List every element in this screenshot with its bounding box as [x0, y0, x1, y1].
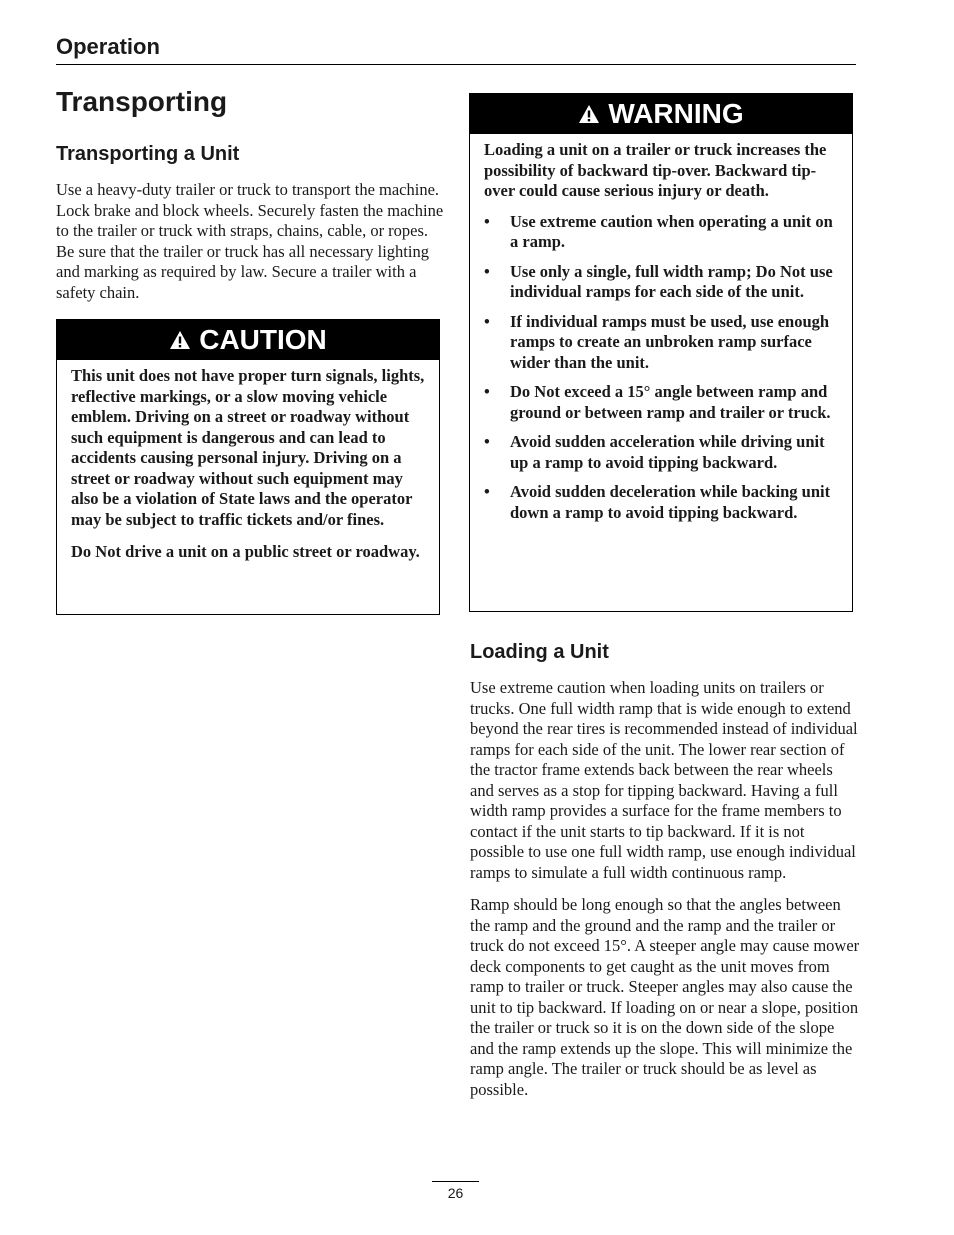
list-item: • Use extreme caution when operating a unit on a ramp. [484, 212, 842, 253]
footer-divider [432, 1181, 479, 1182]
caution-label: CAUTION [199, 324, 327, 355]
loading-unit-paragraph: Use extreme caution when loading units on trailers or trucks. One full width ramp that is wide enough to extend beyond the rear tires is recommended instead of individual ramps for each side of the unit. The lower rear section of the tractor frame extends back between the rear wheels and serves as a stop for tipping backward. Having a full width ramp provides a surface for the frame members to contact if the unit starts to tip backward. If it is not possible to use one full width ramp, use enough individual ramps to simulate a full width continuous ramp. [470, 678, 858, 882]
warning-intro: Loading a unit on a trailer or truck increases the possibility of backward tip-over. Backward tip-over could cause serious injury or death. [484, 140, 827, 200]
list-item: • Avoid sudden deceleration while backing unit down a ramp to avoid tipping backward. [484, 482, 842, 523]
loading-unit-text [470, 678, 860, 1112]
loading-unit-paragraph: Ramp should be long enough so that the angles between the ramp and the ground and the ramp and the trailer or truck do not exceed 15°. A steeper angle may cause mower deck components to get caught as the unit moves from ramp to trailer or truck. Steeper angles may also cause the unit to tip backward. If loading on or near a slope, position the trailer or truck so it is on the down side of the slope and the ramp extends up the slope. This will minimize the ramp angle. The trailer or truck should be as level as possible. [470, 895, 860, 1099]
header-divider [56, 64, 856, 65]
section-header: Operation [56, 34, 160, 59]
page-number: 26 [447, 1185, 464, 1201]
caution-box [56, 319, 440, 615]
page-title: Transporting [56, 86, 228, 117]
warning-triangle-icon [578, 104, 600, 124]
warning-triangle-icon [169, 330, 191, 350]
warning-list [484, 212, 842, 524]
caution-header [57, 320, 439, 360]
transporting-unit-text: Use a heavy-duty trailer or truck to transport the machine. Lock brake and block wheels. Securely fasten the machine to the trailer or truck with straps, chains, cable, or ropes. Be sure that the trailer or truck has all necessary lighting and marking as required by law. Secure a trailer with a safety chain. [56, 180, 444, 302]
caution-body [57, 360, 439, 571]
transporting-unit-heading: Transporting a Unit [56, 143, 240, 165]
list-item: • Do Not exceed a 15° angle between ramp and ground or between ramp and trailer or truck. [484, 382, 842, 423]
warning-body [470, 134, 852, 531]
caution-paragraph: Do Not drive a unit on a public street or roadway. [71, 542, 420, 561]
loading-unit-heading: Loading a Unit [470, 641, 609, 663]
warning-label: WARNING [608, 98, 744, 129]
list-item: • Avoid sudden acceleration while driving unit up a ramp to avoid tipping backward. [484, 432, 842, 473]
caution-paragraph: This unit does not have proper turn signals, lights, reflective markings, or a slow moving vehicle emblem. Driving on a street or roadway without such equipment is dangerous and can lead to accidents causing personal injury. Driving on a street or roadway without such equipment may also be a violation of State laws and the operator may be subject to traffic tickets and/or fines. [71, 366, 425, 529]
list-item: • Use only a single, full width ramp; Do Not use individual ramps for each side of the unit. [484, 262, 842, 303]
list-item: • If individual ramps must be used, use enough ramps to create an unbroken ramp surface wider than the unit. [484, 312, 842, 374]
transporting-unit-paragraph [56, 180, 446, 315]
warning-header [470, 94, 852, 134]
warning-box [469, 93, 853, 612]
